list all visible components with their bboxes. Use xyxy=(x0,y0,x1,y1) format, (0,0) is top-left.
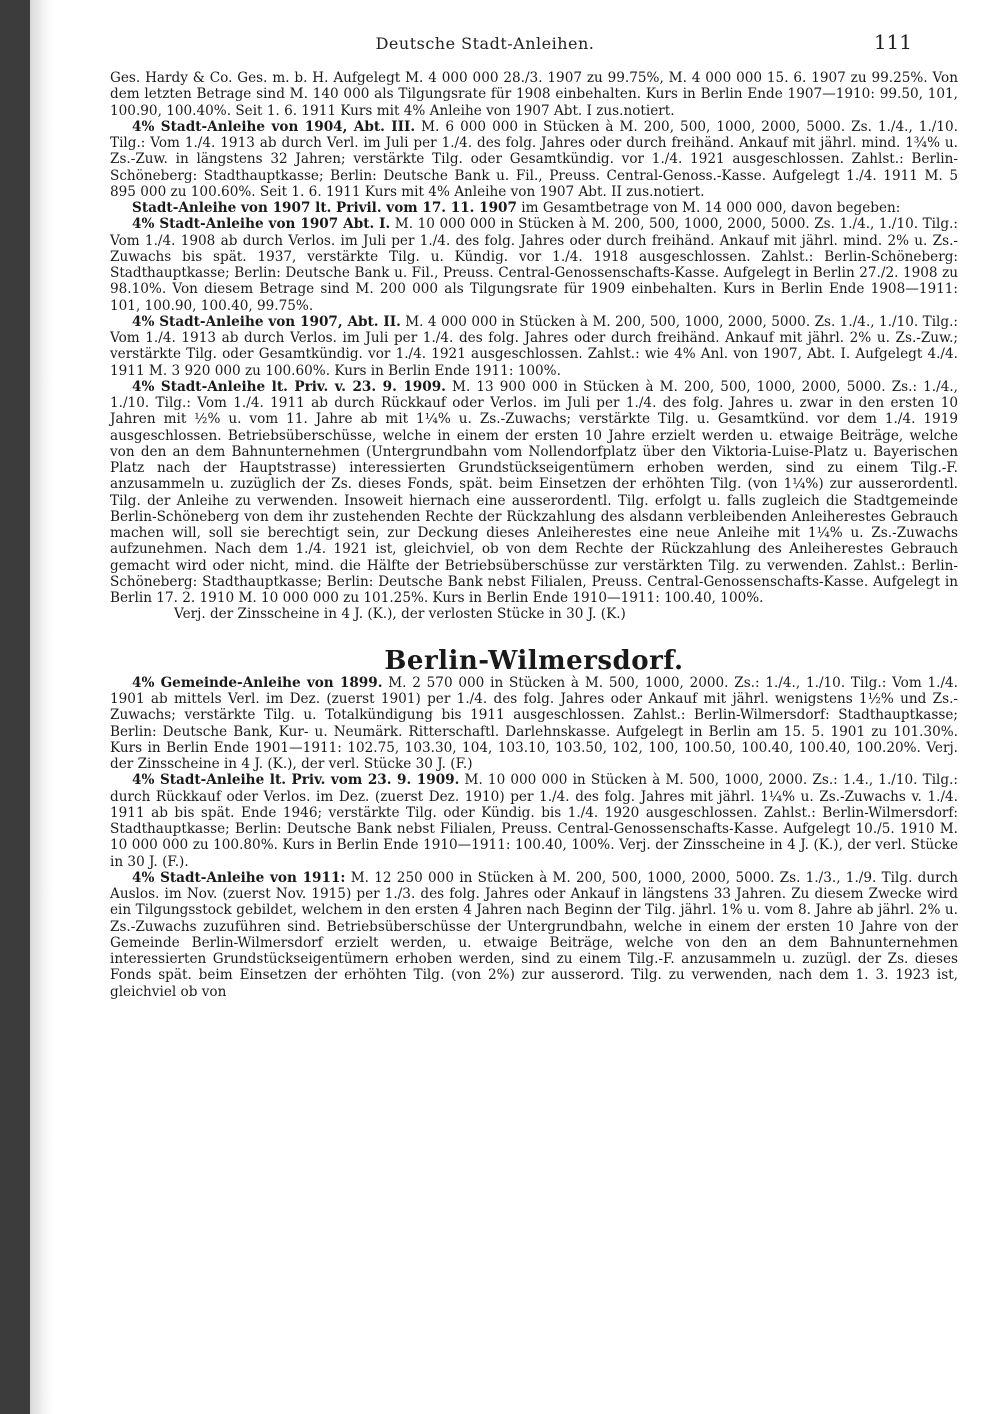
entry-heading: Stadt-Anleihe von 1907 lt. Privil. vom 17. 11. 1907 xyxy=(132,200,517,216)
paragraph: 4% Stadt-Anleihe von 1904, Abt. III. M. 6 000 000 in Stücken à M. 200, 500, 1000, 2000, 5000. Zs. 1./4., 1./10. Tilg.: Vom 1./4. 1913 ab durch Verl. im Juli per 1./4. des folg. Jahres oder durch freihänd. Ankauf mit jährl. mind. 1¾% u. Zs.-Zuw. in längstens 32 Jahren; verstärkte Tilg. oder Gesamtkündig. vor 1./4. 1921 ausgeschlossen. Zahlst.: Berlin-Schöneberg: Stadthauptkasse; Berlin: Deutsche Bank u. Fil., Preuss. Central-Genoss.-Kasse. Aufgelegt 1./4. 1911 M. 5 895 000 zu 100.60%. Seit 1. 6. 1911 Kurs mit 4% Anleihe von 1907 Abt. II zus.notiert. xyxy=(110,118,958,200)
running-title: Deutsche Stadt-Anleihen. xyxy=(375,34,595,53)
document-body xyxy=(110,70,958,1000)
paragraph: 4% Stadt-Anleihe von 1907, Abt. II. M. 4 000 000 in Stücken à M. 200, 500, 1000, 2000, 5000. Zs. 1./4., 1./10. Tilg.: Vom 1./4. 1913 ab durch Verlos. im Juli per 1./4. des folg. Jahres oder durch freihänd. Ankauf mit jährl. 2% u. Zs.-Zuw.; verstärkte Tilg. oder Gesamtkündig. vor 1./4. 1921 ausgeschlossen. Zahlst.: wie 4% Anl. von 1907, Abt. I. Aufgelegt 4./4. 1911 M. 3 920 000 zu 100.60%. Kurs in Berlin Ende 1911: 100%. xyxy=(110,313,958,379)
paragraph: 4% Stadt-Anleihe von 1907 Abt. I. M. 10 000 000 in Stücken à M. 200, 500, 1000, 2000, 5000. Zs. 1./4., 1./10. Tilg.: Vom 1./4. 1908 ab durch Verlos. im Juli per 1./4. des folg. Jahres oder durch freihänd. Ankauf mit jährl. mind. 2% u. Zs.-Zuwachs bis spät. 1937, verstärkte Tilg. u. Kündig. vor 1./4. 1918 ausgeschlossen. Zahlst.: Berlin-Schöneberg: Stadthauptkasse; Berlin: Deutsche Bank u. Fil., Preuss. Central-Genossenschafts-Kasse. Aufgelegt in Berlin 27./2. 1908 zu 98.10%. Von diesem Betrage sind M. 200 000 als Tilgungsrate für 1909 einbehalten. Kurs in Berlin Ende 1908—1911: 101, 100.90, 100.40, 99.75%. xyxy=(110,216,958,314)
scan-binding-shadow xyxy=(0,0,30,1414)
entry-heading: 4% Stadt-Anleihe lt. Priv. vom 23. 9. 1909. xyxy=(132,772,460,789)
paragraph: 4% Stadt-Anleihe lt. Priv. v. 23. 9. 1909. M. 13 900 000 in Stücken à M. 200, 500, 1000, 2000, 5000. Zs.: 1./4., 1./10. Tilg.: Vom 1./4. 1911 ab durch Rückkauf oder Verlos. im Juli per 1./4. des folg. Jahres u. zwar in den ersten 10 Jahren mit ½% u. vom 11. Jahre ab mit 1¼% u. Zs.-Zuwachs; verstärkte Tilg. u. Gesamtkünd. vor dem 1./4. 1919 ausgeschlossen. Betriebsüberschüsse, welche in einem der ersten 10 Jahre erzielt werden u. etwaige Beiträge, welche von den an dem Bahnunternehmen (Untergrundbahn vom Nollendorfplatz über den Viktoria-Luise-Platz u. Bayerischen Platz nach der Hauptstrasse) interessierten Grundstückseigentümern erhoben werden, sind zu einem Tilg.-F. anzusammeln u. zuzüglich der Zs. dieses Fonds, spät. beim Einsetzen der erhöhten Tilg. (von 1¼%) zur ausserordentl. Tilg. der Anleihe zu verwenden. Insoweit hiernach eine ausserordentl. Tilg. erfolgt u. falls zugleich die Stadtgemeinde Berlin-Schöneberg von dem ihr zustehenden Rechte der Rückzahlung des alsdann verbleibenden Anleiherestes Gebrauch machen will, soll sie berechtigt sein, zur Deckung dieses Anleiherestes eine neue Anleihe mit 1¼% u. Zs.-Zuwachs aufzunehmen. Nach dem 1./4. 1921 ist, gleichviel, ob von dem Rechte der Rückzahlung des Anleiherestes Gebrauch gemacht wird oder nicht, mind. die Hälfte der Betriebsüberschüsse zur verstärkten Tilg. zu verwenden. Zahlst.: Berlin-Schöneberg: Stadthauptkasse; Berlin: Deutsche Bank nebst Filialen, Preuss. Central-Genossenschafts-Kasse. Aufgelegt in Berlin 17. 2. 1910 M. 10 000 000 zu 101.25%. Kurs in Berlin Ende 1910—1911: 100.40, 100%. xyxy=(110,378,958,606)
paragraph: 4% Stadt-Anleihe von 1911: M. 12 250 000 in Stücken à M. 200, 500, 1000, 2000, 5000. Zs. 1./3., 1./9. Tilg. durch Auslos. im Nov. (zuerst Nov. 1915) per 1./3. des folg. Jahres oder Ankauf in längstens 33 Jahren. Zu diesem Zwecke wird ein Tilgungsstock gebildet, welchem in den ersten 4 Jahren nach Beginn der Tilg. jährl. 1% u. vom 8. Jahre ab jährl. 2% u. Zs.-Zuwachs zuzuführen sind. Betriebsüberschüsse der Untergrundbahn, welche in einem der ersten 10 Jahre von der Gemeinde Berlin-Wilmersdorf erzielt werden, u. etwaige Beiträge, welche von den an dem Bahnunternehmen interessierten Grundstückseigentümern erhoben werden, sind zu einem Tilg.-F. anzusammeln u. zuzügl. der Zs. dieses Fonds spät. beim Einsetzen der erhöhten Tilg. (von 2%) zur ausserord. Tilg. zu verwenden, nach dem 1. 3. 1923 ist, gleichviel ob von xyxy=(110,869,958,1000)
entry-heading: 4% Gemeinde-Anleihe von 1899. xyxy=(132,674,383,691)
page-number: 111 xyxy=(873,30,912,54)
entry-heading: 4% Stadt-Anleihe von 1907, Abt. II. xyxy=(132,313,401,330)
paragraph: Stadt-Anleihe von 1907 lt. Privil. vom 17. 11. 1907 im Gesamtbetrage von M. 14 000 000, davon begeben: xyxy=(132,200,901,216)
paragraph: 4% Gemeinde-Anleihe von 1899. M. 2 570 000 in Stücken à M. 500, 1000, 2000. Zs.: 1./4., 1./10. Tilg.: Vom 1./4. 1901 ab mittels Verl. im Dez. (zuerst 1901) per 1./4. des folg. Jahres oder Ankauf mit jährl. wenigstens 1½% und Zs.-Zuwachs; verstärkte Tilg. u. Totalkündigung bis 1911 ausgeschlossen. Zahlst.: Berlin-Wilmersdorf: Stadthauptkasse; Berlin: Deutsche Bank, Kur- u. Neumärk. Ritterschaftl. Darlehnskasse. Aufgelegt in Berlin am 15. 5. 1901 zu 101.30%. Kurs in Berlin Ende 1901—1911: 102.75, 103.30, 104, 103.10, 103.50, 102, 100, 100.50, 100.40, 100.40, 100.20%. Verj. der Zinsscheine in 4 J. (K.), der verl. Stücke 30 J. (F.) xyxy=(110,674,959,772)
document-page xyxy=(60,0,970,1414)
entry-heading: 4% Stadt-Anleihe von 1907 Abt. I. xyxy=(132,216,391,233)
entry-heading: 4% Stadt-Anleihe lt. Priv. v. 23. 9. 1909. xyxy=(132,378,446,395)
paragraph: Verj. der Zinsscheine in 4 J. (K.), der verlosten Stücke in 30 J. (K.) xyxy=(174,606,626,623)
paragraph: 4% Stadt-Anleihe lt. Priv. vom 23. 9. 1909. M. 10 000 000 in Stücken à M. 500, 1000, 2000. Zs.: 1.4., 1./10. Tilg.: durch Rückkauf oder Verlos. im Dez. (zuerst Dez. 1910) per 1./4. des folg. Jahres mit jährl. 1¼% u. Zs.-Zuwachs v. 1./4. 1911 ab bis spät. Ende 1946; verstärkte Tilg. oder Kündig. bis 1./4. 1920 ausgeschlossen. Zahlst.: Berlin-Wilmersdorf: Stadthauptkasse; Berlin: Deutsche Bank nebst Filialen, Preuss. Central-Genossenschafts-Kasse. Aufgelegt 10./5. 1910 M. 10 000 000 zu 100.80%. Kurs in Berlin Ende 1910—1911: 100.40, 100%. Verj. der Zinsscheine in 4 J. (K.), der verl. Stücke in 30 J. (F.). xyxy=(110,772,958,870)
scan-page-edge xyxy=(30,0,54,1414)
entry-heading: 4% Stadt-Anleihe von 1904, Abt. III. xyxy=(132,118,416,135)
entry-heading: 4% Stadt-Anleihe von 1911: xyxy=(132,869,346,886)
paragraph: Ges. Hardy & Co. Ges. m. b. H. Aufgelegt M. 4 000 000 28./3. 1907 zu 99.75%, M. 4 000 000 15. 6. 1907 zu 99.25%. Von dem letzten Betrage sind M. 140 000 als Tilgungsrate für 1908 einbehalten. Kurs in Berlin Ende 1907—1910: 99.50, 101, 100.90, 100.40%. Seit 1. 6. 1911 Kurs mit 4% Anleihe von 1907 Abt. I zus.notiert. xyxy=(110,70,958,119)
section-heading: Berlin-Wilmersdorf. xyxy=(384,645,684,676)
